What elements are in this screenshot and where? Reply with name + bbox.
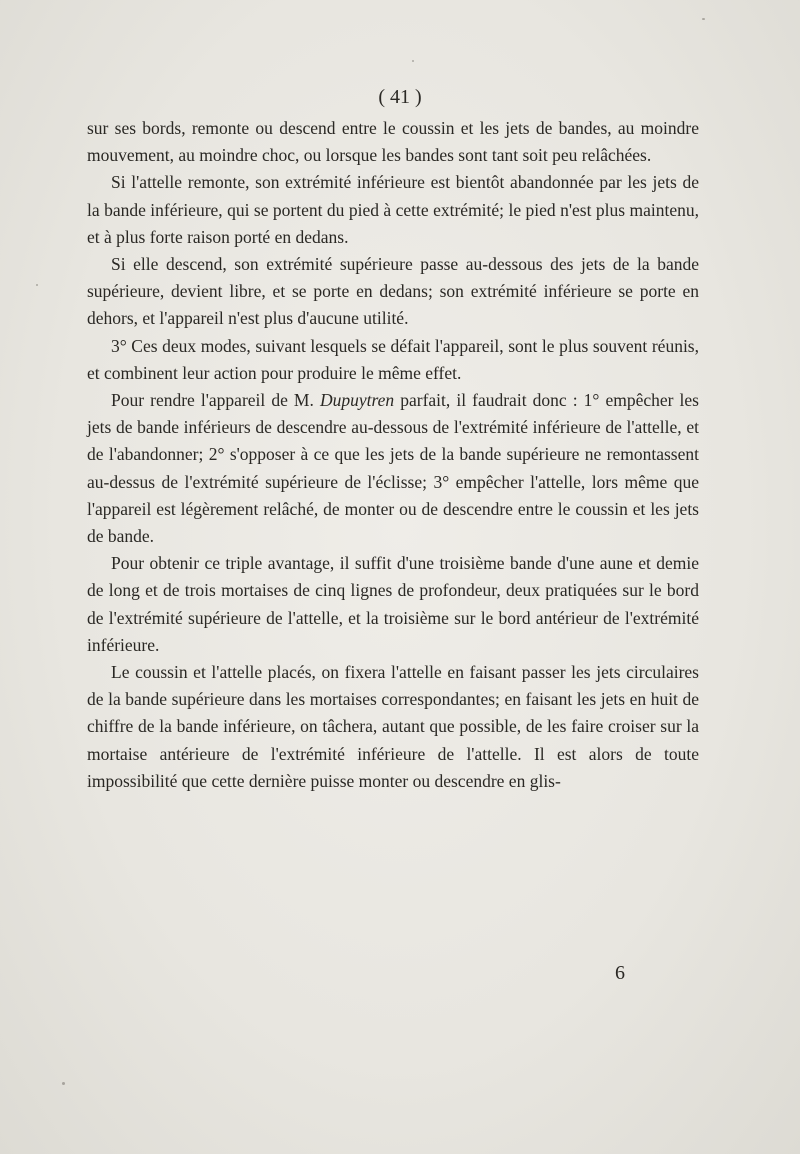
paragraph-text: parfait, il faudrait donc : 1° empêcher les jets de bande inférieurs de descendre au-dessous de l'extrémité inférieure de l'attelle, et de l'abandonner; 2° s'opposer à ce que les jets de la bande supérieure ne remontassent au-dessus de l'extrémité supérieure de l'éclisse; 3° empêcher l'attelle, lors même que l'appareil est légèrement relâché, de monter ou de descendre entre le coussin et les jets de bande.: [87, 390, 699, 547]
signature-mark: 6: [615, 962, 625, 984]
paper-speck: [702, 18, 705, 20]
author-name: Dupuytren: [319, 390, 395, 411]
page-number: ( 41 ): [378, 86, 422, 108]
paper-speck: [36, 284, 38, 286]
paragraph: sur ses bords, remonte ou descend entre le coussin et les jets de bandes, au moindre mouvement, au moindre choc, ou lorsque les bandes sont tant soit peu relâchées.: [87, 118, 699, 166]
page-body: [87, 115, 699, 795]
paragraph-text: Pour rendre l'appareil de M.: [111, 390, 320, 411]
paragraph: Si l'attelle remonte, son extrémité inférieure est bientôt abandonnée par les jets de la bande inférieure, qui se portent du pied à cette extrémité; le pied n'est plus maintenu, et à plus forte raison porté en dedans.: [87, 172, 699, 247]
paper-speck: [412, 60, 414, 62]
paragraph: [87, 387, 699, 550]
paragraph: Pour obtenir ce triple avantage, il suffit d'une troisième bande d'une aune et demie de long et de trois mortaises de cinq lignes de profondeur, deux pratiquées sur le bord de l'extrémité supérieure de l'attelle, et la troisième sur le bord antérieur de l'extrémité inférieure.: [87, 553, 699, 655]
paragraph: 3° Ces deux modes, suivant lesquels se défait l'appareil, sont le plus souvent réunis, et combinent leur action pour produire le même effet.: [87, 335, 699, 383]
paper-speck: [62, 1082, 65, 1085]
paragraph: Si elle descend, son extrémité supérieure passe au-dessous des jets de la bande supérieure, devient libre, et se porte en dedans; son extrémité inférieure se porte en dehors, et l'appareil n'est plus d'aucune utilité.: [87, 254, 699, 329]
paragraph: Le coussin et l'attelle placés, on fixera l'attelle en faisant passer les jets circulaires de la bande supérieure dans les mortaises correspondantes; en faisant les jets en huit de chiffre de la bande inférieure, on tâchera, autant que possible, de les faire croiser sur la mortaise antérieure de l'extrémité inférieure de l'attelle. Il est alors de toute impossibilité que cette dernière puisse monter ou descendre en glis-: [87, 662, 699, 791]
